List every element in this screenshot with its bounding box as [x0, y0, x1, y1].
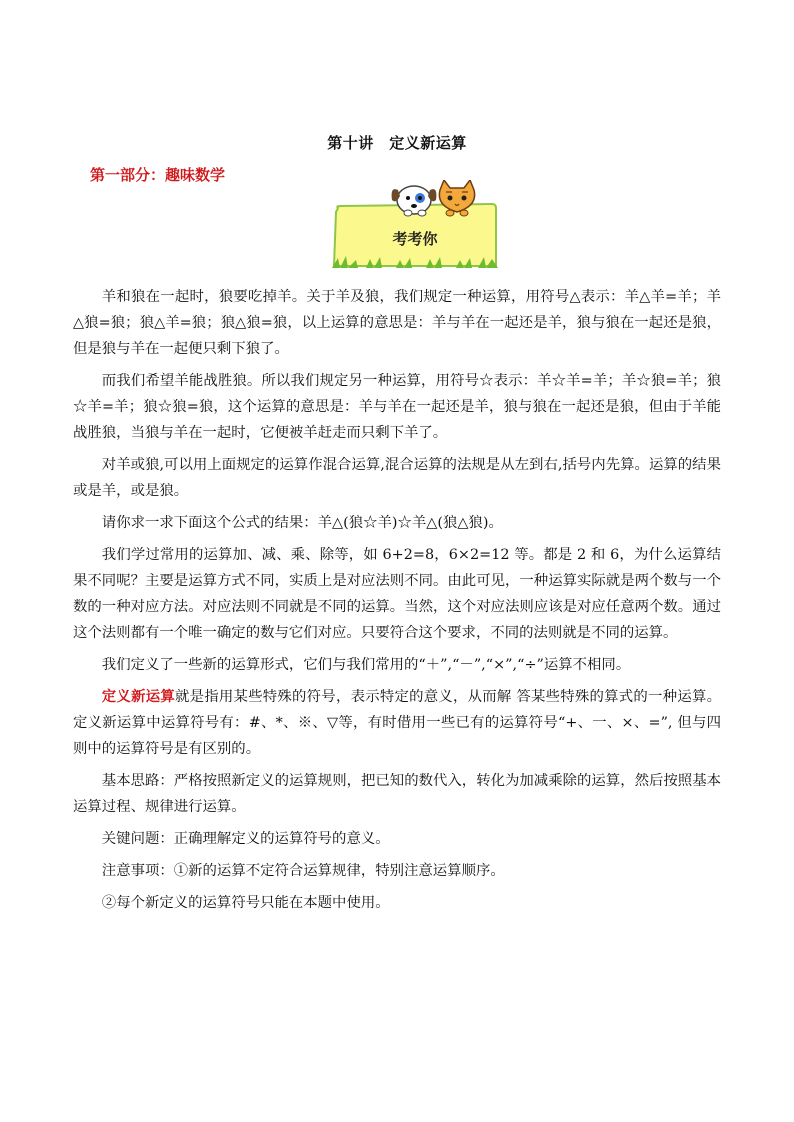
paragraph: 对羊或狼,可以用上面规定的运算作混合运算,混合运算的法规是从左到右,括号内先算。运算的结果或是羊，或是狼。 — [73, 457, 721, 499]
paragraph-definition — [73, 684, 721, 762]
paragraph: 我们定义了一些新的运算形式，它们与我们常用的“＋”,“－”,“×”,“÷”运算不相同。 — [101, 657, 631, 673]
paragraph: 基本思路：严格按照新定义的运算规则，把已知的数代入，转化为加减乘除的运算，然后按照基本运算过程、规律进行运算。 — [73, 773, 721, 815]
paragraph: ②每个新定义的运算符号只能在本题中使用。 — [101, 895, 390, 911]
banner-illustration — [326, 180, 504, 272]
paragraph: 请你求一求下面这个公式的结果：羊△(狼☆羊)☆羊△(狼△狼)。 — [101, 515, 503, 531]
paragraph: 我们学过常用的运算加、减、乘、除等，如 6+2=8，6×2=12 等。都是 2 和 6，为什么运算结果不同呢？主要是运算方式不同，实质上是对应法则不同。由此可见，一种运算实际就是两个数与一个数的一种对应方法。对应法则不同就是不同的运算。当然，这个对应法则应该是对应任意两个数。通过这个法则都有一个唯一确定的数与它们对应。只要符合这个要求，不同的法则就是不同的运算。 — [73, 547, 721, 641]
banner-label: 考考你 — [392, 230, 438, 248]
section-heading: 第一部分：趣味数学 — [90, 166, 226, 184]
definition-text: 就是指用某些特殊的符号，表示特定的意义，从而解 答某些特殊的算式的一种运算。定义新运算中运算符号有：#、*、※、▽等，有时借用一些已有的运算符号“+、一、×、=”, 但与四则中的运算符号是有区别的。 — [73, 689, 721, 757]
paragraph: 羊和狼在一起时，狼要吃掉羊。关于羊及狼，我们规定一种运算，用符号△表示：羊△羊=羊；羊△狼=狼；狼△羊=狼；狼△狼=狼，以上运算的意思是：羊与羊在一起还是羊，狼与狼在一起还是狼，但是狼与羊在一起便只剩下狼了。 — [73, 289, 721, 357]
page-title: 第十讲 定义新运算 — [327, 134, 467, 152]
article-body — [73, 284, 721, 922]
paragraph: 而我们希望羊能战胜狼。所以我们规定另一种运算，用符号☆表示：羊☆羊=羊；羊☆狼=羊；狼☆羊=羊；狼☆狼=狼，这个运算的意思是：羊与羊在一起还是羊，狼与狼在一起还是狼，但由于羊能战胜狼，当狼与羊在一起时，它便被羊赶走而只剩下羊了。 — [73, 373, 721, 441]
definition-term: 定义新运算 — [101, 688, 175, 705]
paragraph: 注意事项：①新的运算不定符合运算规律，特别注意运算顺序。 — [101, 863, 505, 879]
paragraph: 关键问题：正确理解定义的运算符号的意义。 — [101, 831, 390, 847]
